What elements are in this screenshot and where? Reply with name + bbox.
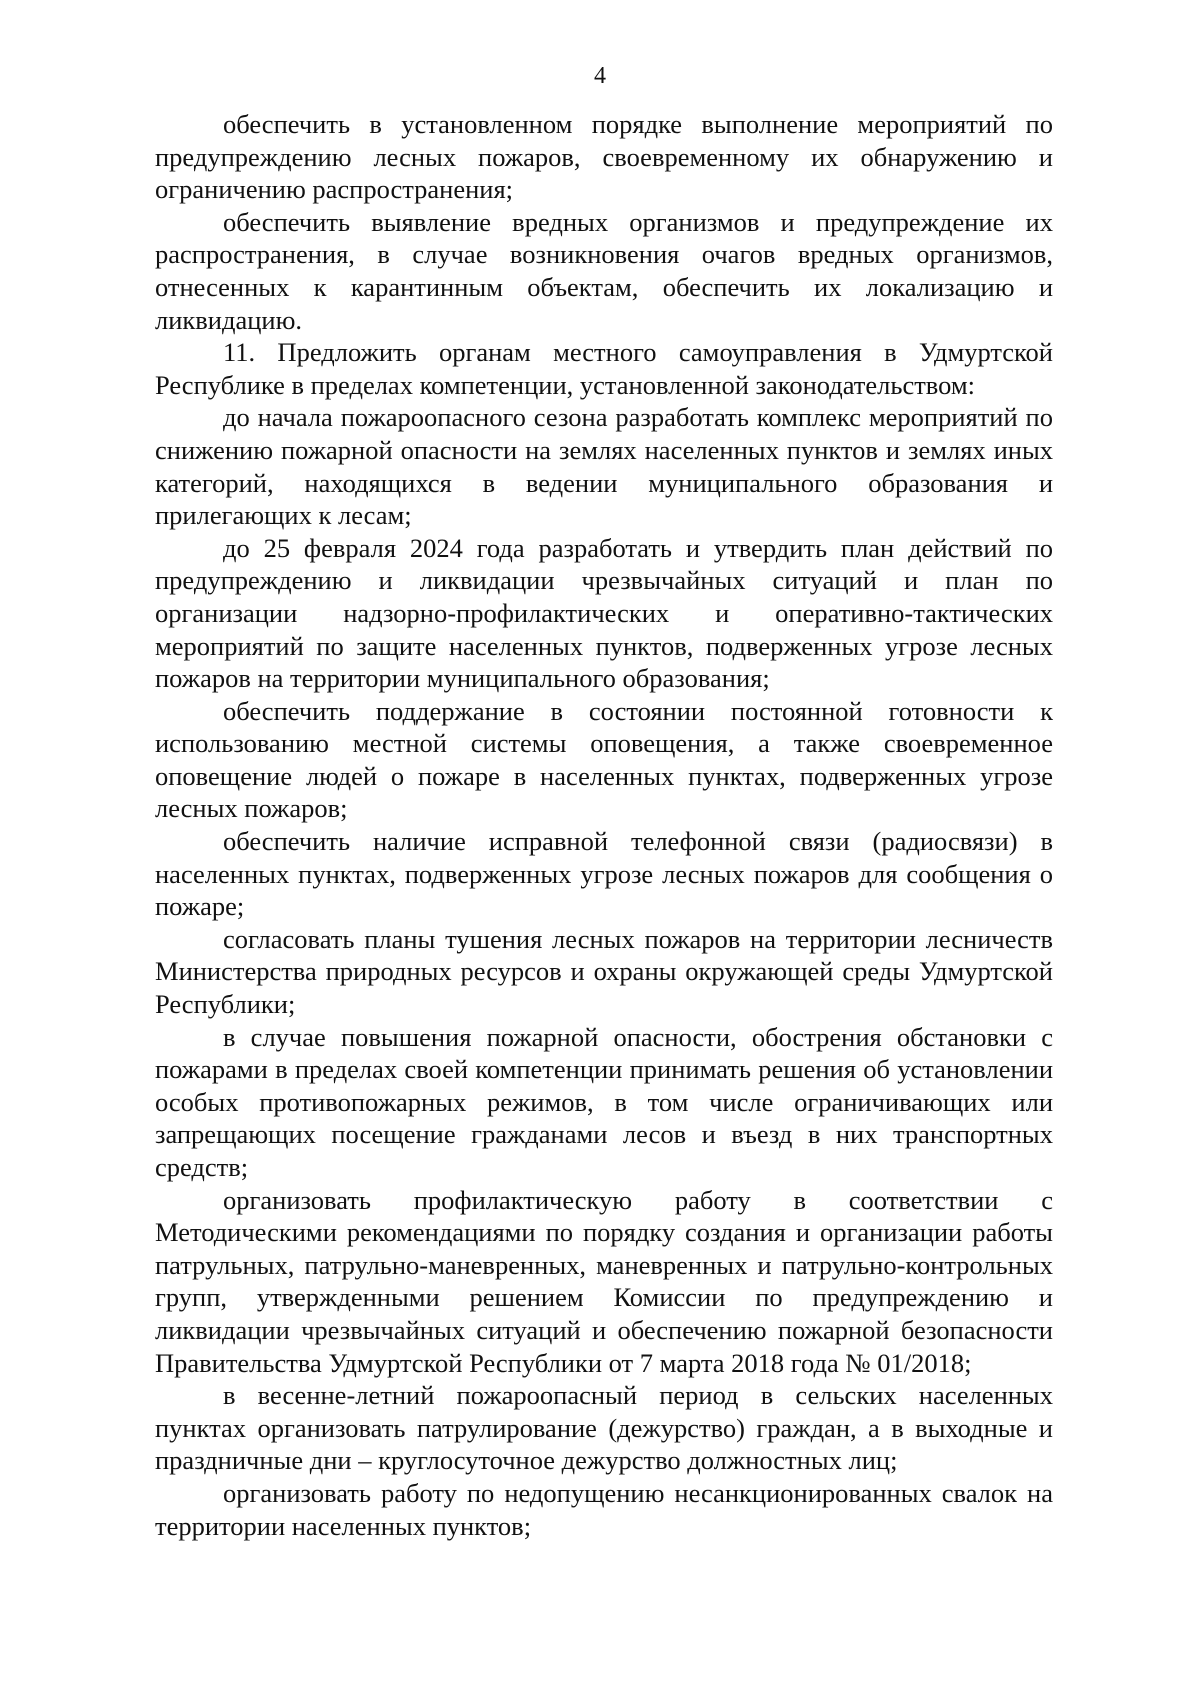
paragraph-harmful-organisms: обеспечить выявление вредных организмов и предупреждение их распространения, в случае возникновения очагов вредных организмов, отнесенных к карантинным объектам, обеспечить их локализацию и ликвидацию. [155,206,1053,335]
paragraph-firefighting-plans: согласовать планы тушения лесных пожаров на территории лесничеств Министерства природных ресурсов и охраны окружающей среды Удмуртской Республики; [155,923,1053,1020]
document-body [155,108,1053,1542]
paragraph-special-fire-regimes: в случае повышения пожарной опасности, обострения обстановки с пожарами в пределах своей компетенции принимать решения об установлении особых противопожарных режимов, в том числе ограничивающих или запрещающих посещение гражданами лесов и въезд в них транспортных средств; [155,1021,1053,1182]
paragraph-warning-system: обеспечить поддержание в состоянии постоянной готовности к использованию местной системы оповещения, а также своевременное оповещение людей о пожаре в населенных пунктах, подверженных угрозе лесных пожаров; [155,695,1053,824]
paragraph-fire-prevention: обеспечить в установленном порядке выполнение мероприятий по предупреждению лесных пожаров, своевременному их обнаружению и ограничению распространения; [155,109,1053,205]
paragraph-rural-patrols: в весенне-летний пожароопасный период в сельских населенных пунктах организовать патрулирование (дежурство) граждан, а в выходные и праздничные дни – круглосуточное дежурство должностных лиц; [155,1380,1053,1476]
page-number: 4 [594,63,606,89]
paragraph-action-plan: до 25 февраля 2024 года разработать и утвердить план действий по предупреждению и ликвидации чрезвычайных ситуаций и план по организации надзорно-профилактических и оперативно-тактических мероприятий по защите населенных пунктов, подверженных угрозе лесных пожаров на территории муниципального образования; [155,532,1053,694]
paragraph-illegal-dumps: организовать работу по недопущению несанкционированных свалок на территории населенных пунктов; [155,1477,1053,1541]
paragraph-fire-season-measures: до начала пожароопасного сезона разработать комплекс мероприятий по снижению пожарной опасности на землях населенных пунктов и землях иных категорий, находящихся в ведении муниципального образования и прилегающих к лесам; [155,402,1053,531]
paragraph-phone-communication: обеспечить наличие исправной телефонной связи (радиосвязи) в населенных пунктах, подверженных угрозе лесных пожаров для сообщения о пожаре; [155,826,1053,922]
paragraph-patrol-groups: организовать профилактическую работу в соответствии с Методическими рекомендациями по порядку создания и организации работы патрульных, патрульно-маневренных, маневренных и патрульно-контрольных групп, утвержденными решением Комиссии по предупреждению и ликвидации чрезвычайных ситуаций и обеспечению пожарной безопасности Правительства Удмуртской Республики от 7 марта 2018 года № 01/2018; [155,1184,1053,1378]
paragraph-item-11: 11. Предложить органам местного самоуправления в Удмуртской Республике в пределах компетенции, установленной законодательством: [155,337,1053,400]
